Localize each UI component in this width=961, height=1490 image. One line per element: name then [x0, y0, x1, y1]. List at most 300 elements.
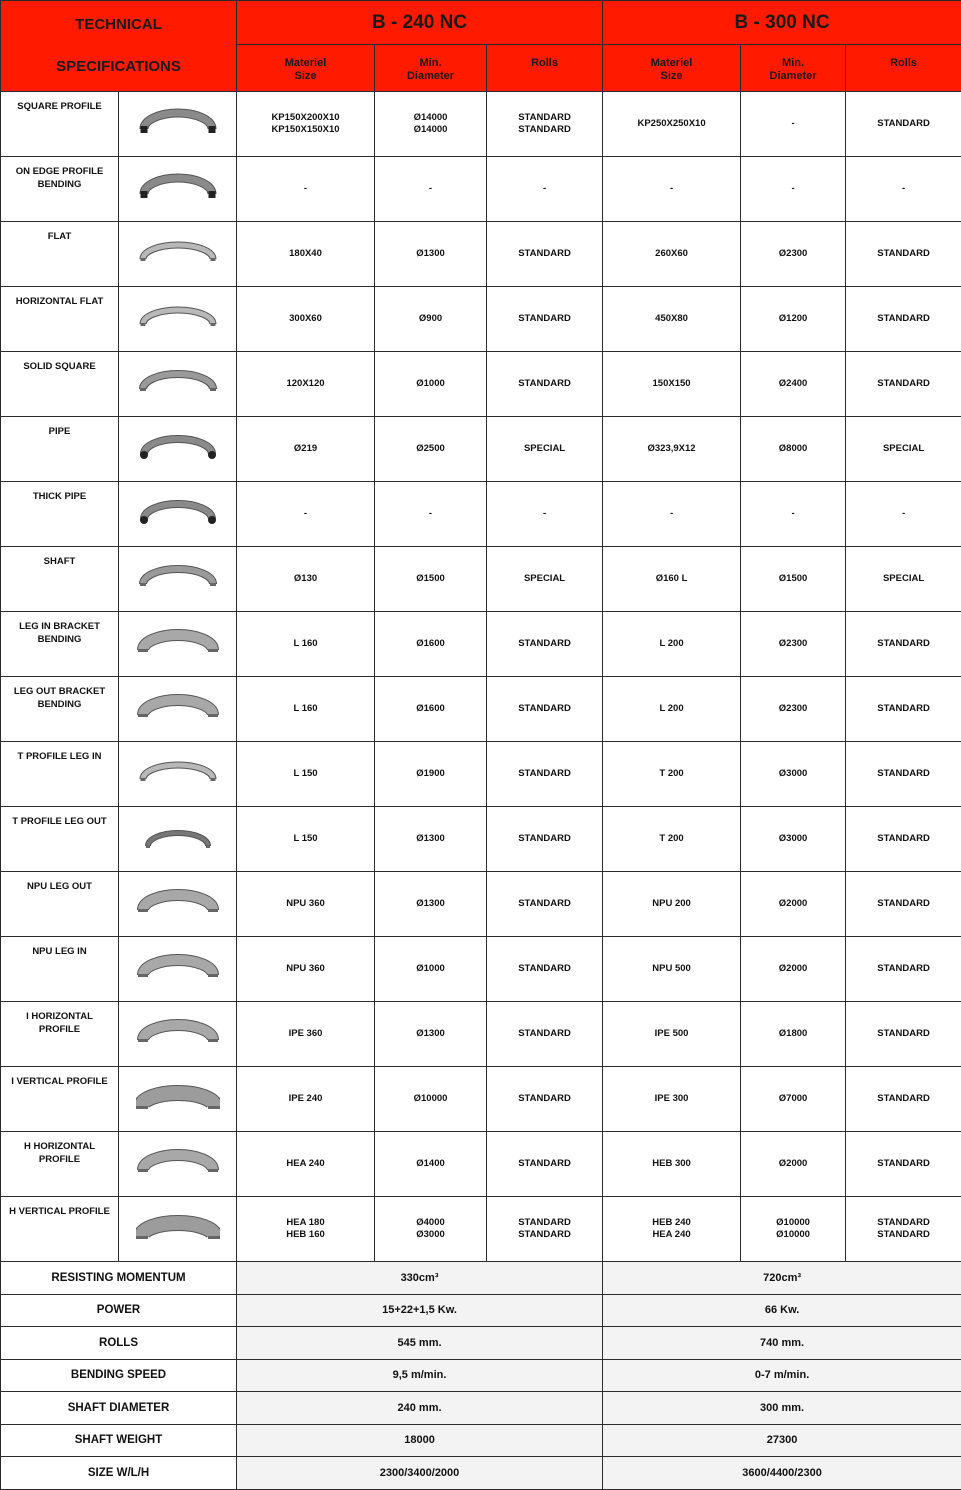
- spec-label: SHAFT WEIGHT: [1, 1424, 237, 1457]
- b240-rolls-cell: [487, 742, 603, 807]
- b300-diameter-value: Ø10000: [741, 1229, 845, 1241]
- b240-rolls-value: STANDARD: [487, 768, 602, 780]
- b300-rolls-value: STANDARD: [846, 703, 961, 715]
- b240-size-cell: [237, 872, 375, 937]
- shaft-icon: [119, 547, 237, 612]
- b240-spec-value: 15+22+1,5 Kw.: [237, 1294, 603, 1327]
- profile-name: T PROFILE LEG OUT: [1, 807, 119, 872]
- b240-size-cell: [237, 1197, 375, 1262]
- b300-diameter-value: Ø2300: [741, 248, 845, 260]
- b300-size-value: L 200: [603, 703, 740, 715]
- b300-size-cell: [603, 1132, 741, 1197]
- b240-diameter-cell: [375, 1132, 487, 1197]
- b240-size-value: HEA 180: [237, 1217, 374, 1229]
- b300-spec-value: 740 mm.: [603, 1327, 961, 1360]
- b300-size-value: Ø160 L: [603, 573, 740, 585]
- b300-rolls-value: STANDARD: [846, 768, 961, 780]
- b300-rolls-cell: [846, 352, 961, 417]
- b240-diameter-value: Ø1400: [375, 1158, 486, 1170]
- table-row: [1, 1359, 961, 1392]
- b300-size-value: HEA 240: [603, 1229, 740, 1241]
- b240-size-cell: [237, 742, 375, 807]
- b300-diameter-value: -: [741, 508, 845, 520]
- b240-diameter-cell: [375, 417, 487, 482]
- table-row: [1, 937, 961, 1002]
- b240-size-cell: [237, 1132, 375, 1197]
- t-profile-leg-in-icon: [119, 742, 237, 807]
- profile-name: HORIZONTAL FLAT: [1, 287, 119, 352]
- b240-size-value: IPE 240: [237, 1093, 374, 1105]
- b240-rolls-cell: [487, 352, 603, 417]
- profile-name: LEG OUT BRACKET BENDING: [1, 677, 119, 742]
- b240-size-value: L 160: [237, 703, 374, 715]
- b240-diameter-cell: [375, 937, 487, 1002]
- b300-diameter-cell: [741, 287, 846, 352]
- table-row: [1, 1262, 961, 1295]
- b240-spec-value: 2300/3400/2000: [237, 1457, 603, 1490]
- column-header: [603, 45, 741, 92]
- b300-diameter-cell: [741, 1067, 846, 1132]
- table-row: [1, 287, 961, 352]
- b300-size-value: 260X60: [603, 248, 740, 260]
- b240-rolls-value: STANDARD: [487, 1229, 602, 1241]
- b240-rolls-value: SPECIAL: [487, 443, 602, 455]
- title-line-1: TECHNICAL: [1, 16, 236, 34]
- table-row: [1, 612, 961, 677]
- b300-spec-value: 720cm³: [603, 1262, 961, 1295]
- b240-rolls-value: STANDARD: [487, 313, 602, 325]
- b240-spec-value: 330cm³: [237, 1262, 603, 1295]
- b240-diameter-value: Ø4000: [375, 1217, 486, 1229]
- b300-rolls-value: STANDARD: [846, 1229, 961, 1241]
- b240-rolls-value: STANDARD: [487, 378, 602, 390]
- column-header-line: Rolls: [487, 57, 602, 70]
- b240-size-value: -: [237, 183, 374, 195]
- b240-diameter-cell: [375, 92, 487, 157]
- b240-size-cell: [237, 677, 375, 742]
- b300-size-cell: [603, 612, 741, 677]
- b240-size-cell: [237, 807, 375, 872]
- title-line-2: SPECIFICATIONS: [1, 58, 236, 76]
- b300-diameter-cell: [741, 92, 846, 157]
- pipe-icon: [119, 417, 237, 482]
- h-horizontal-profile-icon: [119, 1132, 237, 1197]
- column-header-line: Materiel: [237, 57, 374, 70]
- npu-leg-in-icon: [119, 937, 237, 1002]
- b240-rolls-value: STANDARD: [487, 1158, 602, 1170]
- b300-rolls-cell: [846, 1132, 961, 1197]
- b240-rolls-value: STANDARD: [487, 112, 602, 124]
- b240-size-cell: [237, 417, 375, 482]
- b300-spec-value: 3600/4400/2300: [603, 1457, 961, 1490]
- b300-diameter-value: Ø2000: [741, 898, 845, 910]
- table-row: [1, 677, 961, 742]
- b240-diameter-value: Ø2500: [375, 443, 486, 455]
- b300-rolls-value: -: [846, 508, 961, 520]
- b300-size-value: -: [603, 508, 740, 520]
- b240-diameter-value: Ø1300: [375, 248, 486, 260]
- h-vertical-profile-icon: [119, 1197, 237, 1262]
- profile-name: NPU LEG OUT: [1, 872, 119, 937]
- column-header: [375, 45, 487, 92]
- b240-diameter-value: Ø14000: [375, 112, 486, 124]
- b240-size-cell: [237, 287, 375, 352]
- b300-size-cell: [603, 547, 741, 612]
- b300-size-cell: [603, 872, 741, 937]
- b240-size-value: 120X120: [237, 378, 374, 390]
- b300-size-cell: [603, 742, 741, 807]
- b300-size-value: HEB 300: [603, 1158, 740, 1170]
- b300-diameter-cell: [741, 417, 846, 482]
- b300-size-cell: [603, 677, 741, 742]
- b300-diameter-value: Ø1800: [741, 1028, 845, 1040]
- b300-size-cell: [603, 352, 741, 417]
- b300-diameter-value: -: [741, 183, 845, 195]
- b240-spec-value: 545 mm.: [237, 1327, 603, 1360]
- b240-size-value: 180X40: [237, 248, 374, 260]
- b300-rolls-cell: [846, 612, 961, 677]
- b300-size-cell: [603, 807, 741, 872]
- b240-rolls-value: -: [487, 508, 602, 520]
- profile-name: I VERTICAL PROFILE: [1, 1067, 119, 1132]
- b240-diameter-value: Ø1300: [375, 898, 486, 910]
- b240-diameter-value: Ø1500: [375, 573, 486, 585]
- b240-size-cell: [237, 92, 375, 157]
- b240-rolls-value: STANDARD: [487, 1093, 602, 1105]
- b240-size-cell: [237, 1002, 375, 1067]
- b300-size-value: IPE 500: [603, 1028, 740, 1040]
- b300-rolls-cell: [846, 677, 961, 742]
- b300-diameter-cell: [741, 352, 846, 417]
- b240-size-cell: [237, 937, 375, 1002]
- b240-rolls-value: STANDARD: [487, 1217, 602, 1229]
- b300-rolls-cell: [846, 157, 961, 222]
- b240-rolls-cell: [487, 547, 603, 612]
- b240-rolls-value: SPECIAL: [487, 573, 602, 585]
- b300-diameter-cell: [741, 937, 846, 1002]
- b240-rolls-value: STANDARD: [487, 898, 602, 910]
- b240-spec-value: 18000: [237, 1424, 603, 1457]
- column-header-line: Rolls: [846, 57, 961, 70]
- b240-rolls-value: STANDARD: [487, 638, 602, 650]
- profile-name: SOLID SQUARE: [1, 352, 119, 417]
- b240-size-value: KP150X200X10: [237, 112, 374, 124]
- b240-diameter-value: Ø1000: [375, 378, 486, 390]
- b300-diameter-value: Ø2000: [741, 1158, 845, 1170]
- model-b240-header: B - 240 NC: [237, 1, 603, 45]
- b300-diameter-cell: [741, 157, 846, 222]
- table-row: [1, 547, 961, 612]
- b300-rolls-value: SPECIAL: [846, 573, 961, 585]
- b240-diameter-value: Ø1300: [375, 1028, 486, 1040]
- b240-rolls-value: STANDARD: [487, 248, 602, 260]
- spec-label: SIZE W/L/H: [1, 1457, 237, 1490]
- b240-diameter-value: Ø1600: [375, 703, 486, 715]
- b240-diameter-value: Ø1300: [375, 833, 486, 845]
- b240-rolls-value: -: [487, 183, 602, 195]
- b300-diameter-cell: [741, 482, 846, 547]
- table-row: [1, 352, 961, 417]
- b300-rolls-value: SPECIAL: [846, 443, 961, 455]
- column-header-line: Min.: [375, 57, 486, 70]
- b300-rolls-cell: [846, 92, 961, 157]
- b240-size-value: HEB 160: [237, 1229, 374, 1241]
- b300-diameter-cell: [741, 1197, 846, 1262]
- b300-diameter-cell: [741, 1132, 846, 1197]
- solid-square-icon: [119, 352, 237, 417]
- b240-rolls-cell: [487, 1197, 603, 1262]
- b300-diameter-cell: [741, 1002, 846, 1067]
- b240-size-value: L 160: [237, 638, 374, 650]
- b300-rolls-value: -: [846, 183, 961, 195]
- b300-size-value: 450X80: [603, 313, 740, 325]
- b300-size-cell: [603, 482, 741, 547]
- b300-rolls-cell: [846, 482, 961, 547]
- b240-diameter-value: Ø1900: [375, 768, 486, 780]
- b240-diameter-value: Ø900: [375, 313, 486, 325]
- b300-diameter-value: Ø3000: [741, 768, 845, 780]
- profile-name: H VERTICAL PROFILE: [1, 1197, 119, 1262]
- b240-rolls-value: STANDARD: [487, 963, 602, 975]
- b300-diameter-cell: [741, 807, 846, 872]
- b240-size-value: L 150: [237, 833, 374, 845]
- b300-size-value: T 200: [603, 768, 740, 780]
- b240-diameter-cell: [375, 1002, 487, 1067]
- b300-diameter-value: Ø1200: [741, 313, 845, 325]
- b300-diameter-cell: [741, 612, 846, 677]
- table-row: [1, 1392, 961, 1425]
- b300-rolls-value: STANDARD: [846, 118, 961, 130]
- b300-diameter-value: -: [741, 118, 845, 130]
- b240-size-cell: [237, 612, 375, 677]
- profile-name: NPU LEG IN: [1, 937, 119, 1002]
- spec-label: ROLLS: [1, 1327, 237, 1360]
- b300-rolls-value: STANDARD: [846, 378, 961, 390]
- leg-in-bracket-icon: [119, 612, 237, 677]
- b300-rolls-value: STANDARD: [846, 1158, 961, 1170]
- b300-rolls-cell: [846, 807, 961, 872]
- b240-diameter-cell: [375, 742, 487, 807]
- b300-size-value: -: [603, 183, 740, 195]
- b240-rolls-cell: [487, 677, 603, 742]
- b240-diameter-value: Ø14000: [375, 124, 486, 136]
- b240-rolls-cell: [487, 1132, 603, 1197]
- b240-diameter-value: Ø10000: [375, 1093, 486, 1105]
- b240-size-value: -: [237, 508, 374, 520]
- b240-size-value: IPE 360: [237, 1028, 374, 1040]
- b300-size-cell: [603, 1067, 741, 1132]
- b240-diameter-cell: [375, 287, 487, 352]
- b240-size-value: NPU 360: [237, 963, 374, 975]
- b240-size-cell: [237, 352, 375, 417]
- b240-size-value: L 150: [237, 768, 374, 780]
- b300-size-cell: [603, 1002, 741, 1067]
- table-row: [1, 417, 961, 482]
- table-row: [1, 482, 961, 547]
- table-row: [1, 1067, 961, 1132]
- table-row: [1, 1424, 961, 1457]
- b300-spec-value: 0-7 m/min.: [603, 1359, 961, 1392]
- b300-diameter-value: Ø10000: [741, 1217, 845, 1229]
- b300-diameter-value: Ø7000: [741, 1093, 845, 1105]
- b240-size-cell: [237, 482, 375, 547]
- b240-size-cell: [237, 157, 375, 222]
- b300-rolls-cell: [846, 1197, 961, 1262]
- b240-rolls-cell: [487, 482, 603, 547]
- spec-label: SHAFT DIAMETER: [1, 1392, 237, 1425]
- table-row: [1, 222, 961, 287]
- table-row: [1, 1197, 961, 1262]
- b300-rolls-cell: [846, 1067, 961, 1132]
- b300-size-value: T 200: [603, 833, 740, 845]
- b240-size-value: 300X60: [237, 313, 374, 325]
- b300-rolls-cell: [846, 222, 961, 287]
- b240-diameter-value: -: [375, 508, 486, 520]
- b300-size-value: IPE 300: [603, 1093, 740, 1105]
- thick-pipe-icon: [119, 482, 237, 547]
- b240-diameter-cell: [375, 807, 487, 872]
- b300-rolls-cell: [846, 287, 961, 352]
- column-header-line: Min.: [741, 57, 845, 70]
- b300-size-value: HEB 240: [603, 1217, 740, 1229]
- on-edge-profile-icon: [119, 157, 237, 222]
- column-header-line: Size: [603, 70, 740, 83]
- b240-size-cell: [237, 222, 375, 287]
- b240-diameter-value: -: [375, 183, 486, 195]
- flat-profile-icon: [119, 222, 237, 287]
- profile-name: SHAFT: [1, 547, 119, 612]
- b300-rolls-value: STANDARD: [846, 963, 961, 975]
- model-b300-header: B - 300 NC: [603, 1, 961, 45]
- b240-spec-value: 9,5 m/min.: [237, 1359, 603, 1392]
- b300-rolls-cell: [846, 417, 961, 482]
- b300-rolls-cell: [846, 1002, 961, 1067]
- square-profile-icon: [119, 92, 237, 157]
- b300-diameter-cell: [741, 222, 846, 287]
- column-header: [487, 45, 603, 92]
- b300-size-cell: [603, 222, 741, 287]
- b300-rolls-cell: [846, 937, 961, 1002]
- table-row: [1, 872, 961, 937]
- profile-name: H HORIZONTAL PROFILE: [1, 1132, 119, 1197]
- table-row: [1, 807, 961, 872]
- b300-rolls-value: STANDARD: [846, 898, 961, 910]
- column-header-line: Size: [237, 70, 374, 83]
- b240-diameter-cell: [375, 157, 487, 222]
- b300-diameter-cell: [741, 742, 846, 807]
- b300-diameter-value: Ø3000: [741, 833, 845, 845]
- profile-name: THICK PIPE: [1, 482, 119, 547]
- profile-name: ON EDGE PROFILE BENDING: [1, 157, 119, 222]
- b240-diameter-cell: [375, 1067, 487, 1132]
- b300-spec-value: 27300: [603, 1424, 961, 1457]
- b240-size-value: Ø219: [237, 443, 374, 455]
- table-title: [1, 1, 237, 92]
- b240-size-value: NPU 360: [237, 898, 374, 910]
- leg-out-bracket-icon: [119, 677, 237, 742]
- b300-rolls-value: STANDARD: [846, 638, 961, 650]
- b300-rolls-cell: [846, 547, 961, 612]
- column-header-line: Materiel: [603, 57, 740, 70]
- b240-rolls-value: STANDARD: [487, 1028, 602, 1040]
- t-profile-leg-out-icon: [119, 807, 237, 872]
- b300-diameter-value: Ø2400: [741, 378, 845, 390]
- profile-name: I HORIZONTAL PROFILE: [1, 1002, 119, 1067]
- b240-diameter-cell: [375, 222, 487, 287]
- b240-spec-value: 240 mm.: [237, 1392, 603, 1425]
- b240-rolls-cell: [487, 872, 603, 937]
- table-row: [1, 1132, 961, 1197]
- b300-rolls-value: STANDARD: [846, 313, 961, 325]
- b300-size-cell: [603, 937, 741, 1002]
- table-row: [1, 742, 961, 807]
- b240-rolls-cell: [487, 807, 603, 872]
- b240-rolls-cell: [487, 287, 603, 352]
- b240-size-value: Ø130: [237, 573, 374, 585]
- profile-name: SQUARE PROFILE: [1, 92, 119, 157]
- column-header: [237, 45, 375, 92]
- i-horizontal-profile-icon: [119, 1002, 237, 1067]
- b240-diameter-cell: [375, 872, 487, 937]
- b300-rolls-value: STANDARD: [846, 248, 961, 260]
- b300-diameter-cell: [741, 677, 846, 742]
- b240-diameter-cell: [375, 482, 487, 547]
- table-row: [1, 1002, 961, 1067]
- table-row: [1, 1327, 961, 1360]
- b240-rolls-value: STANDARD: [487, 124, 602, 136]
- b240-diameter-cell: [375, 352, 487, 417]
- spec-label: POWER: [1, 1294, 237, 1327]
- b240-size-value: HEA 240: [237, 1158, 374, 1170]
- b240-size-cell: [237, 547, 375, 612]
- b300-size-value: KP250X250X10: [603, 118, 740, 130]
- column-header-line: Diameter: [741, 70, 845, 83]
- b300-diameter-value: Ø2300: [741, 638, 845, 650]
- b300-spec-value: 66 Kw.: [603, 1294, 961, 1327]
- i-vertical-profile-icon: [119, 1067, 237, 1132]
- spec-label: RESISTING MOMENTUM: [1, 1262, 237, 1295]
- b240-size-value: KP150X150X10: [237, 124, 374, 136]
- table-row: [1, 1457, 961, 1490]
- b300-size-cell: [603, 417, 741, 482]
- b300-size-value: 150X150: [603, 378, 740, 390]
- b240-rolls-cell: [487, 417, 603, 482]
- b300-size-value: NPU 500: [603, 963, 740, 975]
- b300-diameter-cell: [741, 872, 846, 937]
- b240-diameter-cell: [375, 677, 487, 742]
- horizontal-flat-icon: [119, 287, 237, 352]
- b300-spec-value: 300 mm.: [603, 1392, 961, 1425]
- b240-rolls-cell: [487, 937, 603, 1002]
- b240-rolls-cell: [487, 612, 603, 677]
- b240-rolls-cell: [487, 1067, 603, 1132]
- b240-diameter-value: Ø1000: [375, 963, 486, 975]
- profile-name: FLAT: [1, 222, 119, 287]
- npu-leg-out-icon: [119, 872, 237, 937]
- b300-rolls-value: STANDARD: [846, 1093, 961, 1105]
- b240-diameter-cell: [375, 547, 487, 612]
- b240-diameter-value: Ø1600: [375, 638, 486, 650]
- column-header: [741, 45, 846, 92]
- b240-diameter-cell: [375, 612, 487, 677]
- table-row: [1, 1294, 961, 1327]
- b240-rolls-cell: [487, 92, 603, 157]
- profile-name: T PROFILE LEG IN: [1, 742, 119, 807]
- b300-size-value: L 200: [603, 638, 740, 650]
- profile-name: PIPE: [1, 417, 119, 482]
- b300-rolls-cell: [846, 742, 961, 807]
- b300-size-value: Ø323,9X12: [603, 443, 740, 455]
